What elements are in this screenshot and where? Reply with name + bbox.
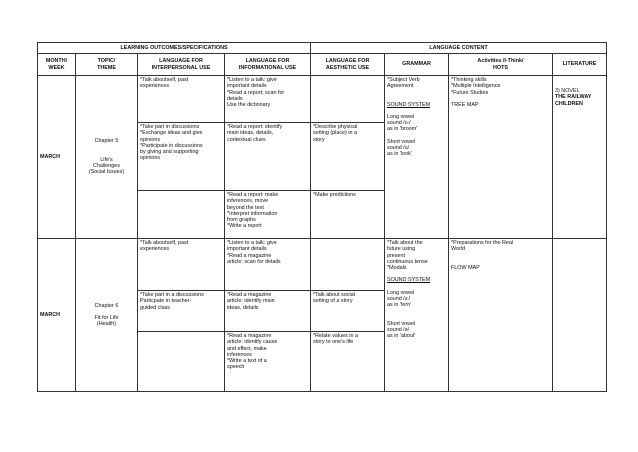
cell-line: as in 'fern' <box>387 302 412 309</box>
learning-outcomes-header: LEARNING OUTCOMES/SPECIFICATIONS <box>38 43 311 54</box>
informational-cell <box>225 291 311 332</box>
aesthetic-cell <box>311 191 385 239</box>
informational-use-header <box>225 54 311 76</box>
cell-line: (Social Issues) <box>88 169 125 176</box>
topic-cell <box>76 239 138 392</box>
cell-line: sound /ɜ:/ <box>387 296 411 303</box>
cell-line: HOTS <box>493 64 508 71</box>
cell-line: Long vowel <box>387 289 415 296</box>
cell-line: important details <box>227 83 267 90</box>
cell-line: experiences <box>140 83 170 90</box>
cell-line: Chapter 5 <box>94 138 119 145</box>
cell-line: *Relate values in a <box>313 333 358 339</box>
cell-line: LANGUAGE FOR <box>325 58 370 65</box>
cell-line: Agreement <box>387 83 414 90</box>
cell-line: details <box>227 95 243 102</box>
cell-line: sound /ə/ <box>387 326 410 333</box>
cell-line: from graphs <box>227 217 256 224</box>
cell-line: Chapter 6 <box>94 302 119 309</box>
cell-line: *Write a report <box>227 223 262 230</box>
cell-line: story <box>313 136 325 143</box>
cell-line: THEME <box>97 64 116 71</box>
cell-line: *Listen to a talk: give <box>227 240 277 246</box>
aesthetic-cell <box>311 239 385 291</box>
cell-line: *Multiple Intelligence <box>451 83 501 90</box>
cell-line: article: identify cause <box>227 339 278 346</box>
cell-line: contextual clues <box>227 136 266 143</box>
grammar-cell <box>385 239 449 392</box>
aesthetic-cell <box>311 76 385 123</box>
cell-line: *Participate in discussions <box>140 142 203 149</box>
cell-line: future using <box>387 246 416 253</box>
cell-line: LANGUAGE FOR <box>159 58 203 65</box>
cell-line: World <box>451 246 465 253</box>
cell-line: AESTHETIC USE <box>325 64 370 71</box>
interpersonal-cell <box>138 123 225 191</box>
cell-line: MONTH/ <box>45 58 68 65</box>
cell-line: experiences <box>140 246 170 253</box>
literature-cell <box>553 76 607 239</box>
cell-line: guided class <box>140 304 170 311</box>
cell-line: opinions <box>140 155 161 162</box>
cell-line: *Thinking skills <box>451 77 487 83</box>
cell-line: Particpate in teacher- <box>140 298 192 305</box>
cell-line: *Modals <box>387 265 407 272</box>
literature-header: LITERATURE <box>553 54 607 76</box>
cell-line: and effect, make <box>227 345 267 352</box>
language-content-header: LANGUAGE CONTENT <box>311 43 607 54</box>
cell-line: SOUND SYSTEM <box>387 101 431 108</box>
cell-line: *Read a report: make <box>227 192 279 198</box>
month-week-header <box>38 54 76 76</box>
cell-line: *Subject Verb <box>387 77 420 83</box>
cell-line: *Take part in a discussions <box>140 292 204 298</box>
cell-line: CHILDREN <box>555 100 583 107</box>
informational-cell <box>225 123 311 191</box>
month-cell: MARCH <box>38 239 76 392</box>
cell-line: Short vowel <box>387 320 416 327</box>
cell-line: *Read a magazine <box>227 333 272 339</box>
cell-line: *Describe physical <box>313 124 358 130</box>
aesthetic-use-header <box>311 54 385 76</box>
cell-line: *Talk aboutself, past <box>140 77 189 83</box>
cell-line: article: scan for details <box>227 258 281 265</box>
cell-line: *Talk about social <box>313 292 355 298</box>
aesthetic-cell <box>311 123 385 191</box>
cell-line: sound /u/ <box>387 145 410 152</box>
cell-line: INFORMATIONAL USE <box>238 64 297 71</box>
cell-line: *Make predictions <box>313 192 356 198</box>
activities-cell <box>449 239 553 392</box>
interpersonal-cell <box>138 239 225 291</box>
cell-line: THE RAILWAY <box>555 94 592 101</box>
informational-cell <box>225 191 311 239</box>
cell-line: continuous tense <box>387 258 428 265</box>
cell-line: Activities /I-Think/ <box>477 58 524 65</box>
cell-line: LANGUAGE FOR <box>245 58 290 65</box>
cell-line: (Health) <box>96 321 117 328</box>
cell-line: inferences <box>227 351 252 358</box>
cell-line: beyond the text <box>227 204 264 211</box>
cell-line: as in 'look' <box>387 151 412 158</box>
cell-line: *Future Studies <box>451 89 489 96</box>
syllabus-table <box>37 42 607 392</box>
cell-line: as in 'about' <box>387 333 416 340</box>
cell-line: main ideas, details, <box>227 130 274 137</box>
cell-line: *Exchange ideas and give <box>140 130 203 137</box>
cell-line: Fit for Life <box>94 314 119 321</box>
cell-line: Use the dictionary <box>227 102 271 109</box>
cell-line: important details <box>227 246 267 253</box>
cell-line: speech <box>227 364 245 371</box>
cell-line: *Read a magazine <box>227 252 272 259</box>
interpersonal-cell <box>138 76 225 123</box>
cell-line: story to one's life <box>313 339 354 346</box>
cell-line: inferences, move <box>227 198 269 205</box>
cell-line: TREE MAP <box>451 101 479 108</box>
cell-line: Challenges <box>93 163 120 169</box>
cell-line: *Preparations for the Real <box>451 240 514 246</box>
cell-line: FLOW MAP <box>451 264 480 271</box>
aesthetic-cell <box>311 291 385 332</box>
cell-line: *Listen to a talk: give <box>227 77 277 83</box>
cell-line: *Write a text of a <box>227 358 267 365</box>
cell-line: sound /u:/ <box>387 120 411 127</box>
cell-line: *Take part in discussions <box>140 124 200 130</box>
cell-line: setting (place) in a <box>313 130 358 137</box>
interpersonal-cell <box>138 291 225 332</box>
cell-line: Life's <box>100 156 113 163</box>
activities-cell <box>449 76 553 239</box>
cell-line: SOUND SYSTEM <box>387 277 431 284</box>
cell-line: Short vowel <box>387 138 416 145</box>
cell-line: INTERPERSONAL USE <box>151 64 211 71</box>
grammar-header: GRAMMAR <box>385 54 449 76</box>
aesthetic-cell <box>311 332 385 392</box>
cell-line: as in 'broom' <box>387 126 418 133</box>
cell-line: Long vowel <box>387 113 415 120</box>
cell-line: 3) NOVEL <box>555 88 580 94</box>
literature-cell <box>553 239 607 392</box>
cell-line: *Read a magazine <box>227 292 272 298</box>
cell-line: present <box>387 252 405 259</box>
topic-cell <box>76 76 138 239</box>
month-cell: MARCH <box>38 76 76 239</box>
cell-line: WEEK <box>48 64 65 71</box>
interpersonal-use-header <box>138 54 225 76</box>
informational-cell <box>225 239 311 291</box>
cell-line: *Talk about the <box>387 240 423 246</box>
informational-cell <box>225 332 311 392</box>
cell-line: ideas, details <box>227 304 259 311</box>
interpersonal-cell <box>138 332 225 392</box>
cell-line: *Talk aboutself, past <box>140 240 189 246</box>
cell-line: *Read a report: identify <box>227 124 283 130</box>
cell-line: by giving and supporting <box>140 149 199 156</box>
cell-line: *Read a report; scan for <box>227 89 285 96</box>
cell-line: article: identify main <box>227 298 275 305</box>
topic-theme-header <box>76 54 138 76</box>
cell-line: *Interpret information <box>227 210 278 217</box>
cell-line: opinions <box>140 136 161 143</box>
cell-line: setting of a story <box>313 298 353 305</box>
activities-header <box>449 54 553 76</box>
informational-cell <box>225 76 311 123</box>
grammar-cell <box>385 76 449 239</box>
cell-line: TOPIC/ <box>97 58 116 65</box>
interpersonal-cell <box>138 191 225 239</box>
